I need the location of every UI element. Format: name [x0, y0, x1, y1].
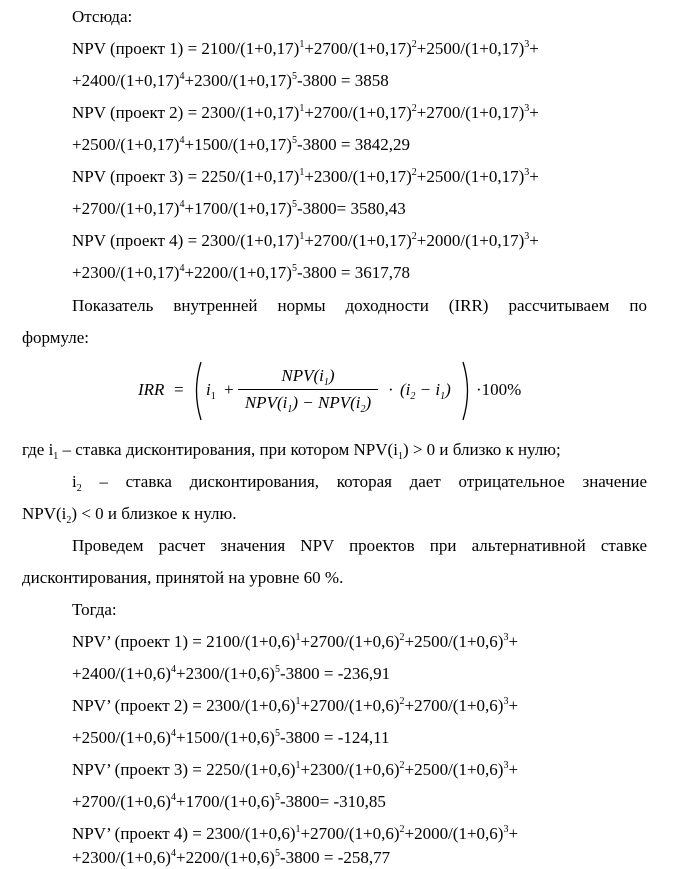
text-otsyuda: Отсюда: [72, 7, 133, 26]
npv-project-4-line-1: NPV (проект $4) = 2300/(1+0,17)^1+2700/(1+0,17)^2+2000/(1+0,17)^3+$ [72, 231, 539, 250]
paragraph-irr-cont: формуле: [22, 328, 90, 347]
npv-project-2-line-1: NPV (проект $2) = 2300/(1+0,17)^1+2700/(1+0,17)^2+2700/(1+0,17)^3+$ [72, 103, 539, 122]
npv-project-1-line-1: NPV (проект $1) = 2100/(1+0,17)^1+2700/(1+0,17)^2+2500/(1+0,17)^3+$ [72, 39, 539, 58]
npv-prime-project-2-line-1: NPV’ (проект $2) = 2300/(1+0,6)^1+2700/(1+0,6)^2+2700/(1+0,6)^3+$ [72, 696, 519, 715]
formula-eq: = [174, 380, 184, 399]
npv-prime-project-4-line-2: $+2300/(1+0,6)^4+2200/(1+0,6)^5-3800 = -258,77$ [72, 848, 391, 867]
npv-project-3-line-1: NPV (проект $3) = 2250/(1+0,17)^1+2300/(1+0,17)^2+2500/(1+0,17)^3+$ [72, 167, 539, 186]
paragraph-alt-rate: Проведем расчет значения NPV проектов при альтернативной ставке [72, 536, 647, 555]
npv-prime-project-3-line-2: $+2700/(1+0,6)^4+1700/(1+0,6)^5-3800= -310,85$ [72, 792, 386, 811]
npv-prime-project-2-line-2: $+2500/(1+0,6)^4+1500/(1+0,6)^5-3800 = -124,11$ [72, 728, 390, 747]
right-paren-icon [460, 360, 474, 422]
paragraph-irr: Показатель внутренней нормы доходности (IRR) рассчитываем по [72, 296, 647, 315]
npv-project-4-line-2: $+2300/(1+0,17)^4+2200/(1+0,17)^5-3800 = 3617,78$ [72, 263, 410, 282]
npv-prime-project-1-line-1: NPV’ (проект $1) = 2100/(1+0,6)^1+2700/(1+0,6)^2+2500/(1+0,6)^3+$ [72, 632, 519, 651]
irr-formula: IRR = $i_1$ + $NPV(i_1)$ $NPV(i_1) - NPV(i_2)$ · $(i_2 - i_1)$ ·100% [138, 358, 558, 424]
npv-project-2-line-2: $+2500/(1+0,17)^4+1500/(1+0,17)^5-3800 = 3842,29$ [72, 135, 410, 154]
npv-project-1-line-2: $+2400/(1+0,17)^4+2300/(1+0,17)^5-3800 = 3858$ [72, 71, 389, 90]
where-i2: $i_2$ – ставка дисконтирования, которая дает отрицательное значение [72, 472, 647, 494]
npv-project-3-line-2: $+2700/(1+0,17)^4+1700/(1+0,17)^5-3800= 3580,43$ [72, 199, 406, 218]
left-paren-icon [190, 360, 204, 422]
npv-prime-project-1-line-2: $+2400/(1+0,6)^4+2300/(1+0,6)^5-3800 = -236,91$ [72, 664, 391, 683]
formula-lhs: IRR [138, 380, 165, 399]
npv-prime-project-3-line-1: NPV’ (проект $3) = 2250/(1+0,6)^1+2300/(1+0,6)^2+2500/(1+0,6)^3+$ [72, 760, 519, 779]
where-i2-cont: $NPV(i_2) < 0$ и близкое к нулю. [22, 504, 237, 526]
formula-fraction: $NPV(i_1)$ $NPV(i_1) - NPV(i_2)$ [238, 366, 378, 413]
npv-prime-project-4-line-1: NPV’ (проект $4) = 2300/(1+0,6)^1+2700/(1+0,6)^2+2000/(1+0,6)^3+$ [72, 824, 519, 843]
where-i1: где $i_1$ – ставка дисконтирования, при котором $NPV(i_1) > 0$ и близко к нулю; [22, 440, 561, 462]
paragraph-alt-rate-cont: дисконтирования, принятой на уровне 60 %. [22, 568, 344, 587]
text-togda: Тогда: [72, 600, 117, 619]
